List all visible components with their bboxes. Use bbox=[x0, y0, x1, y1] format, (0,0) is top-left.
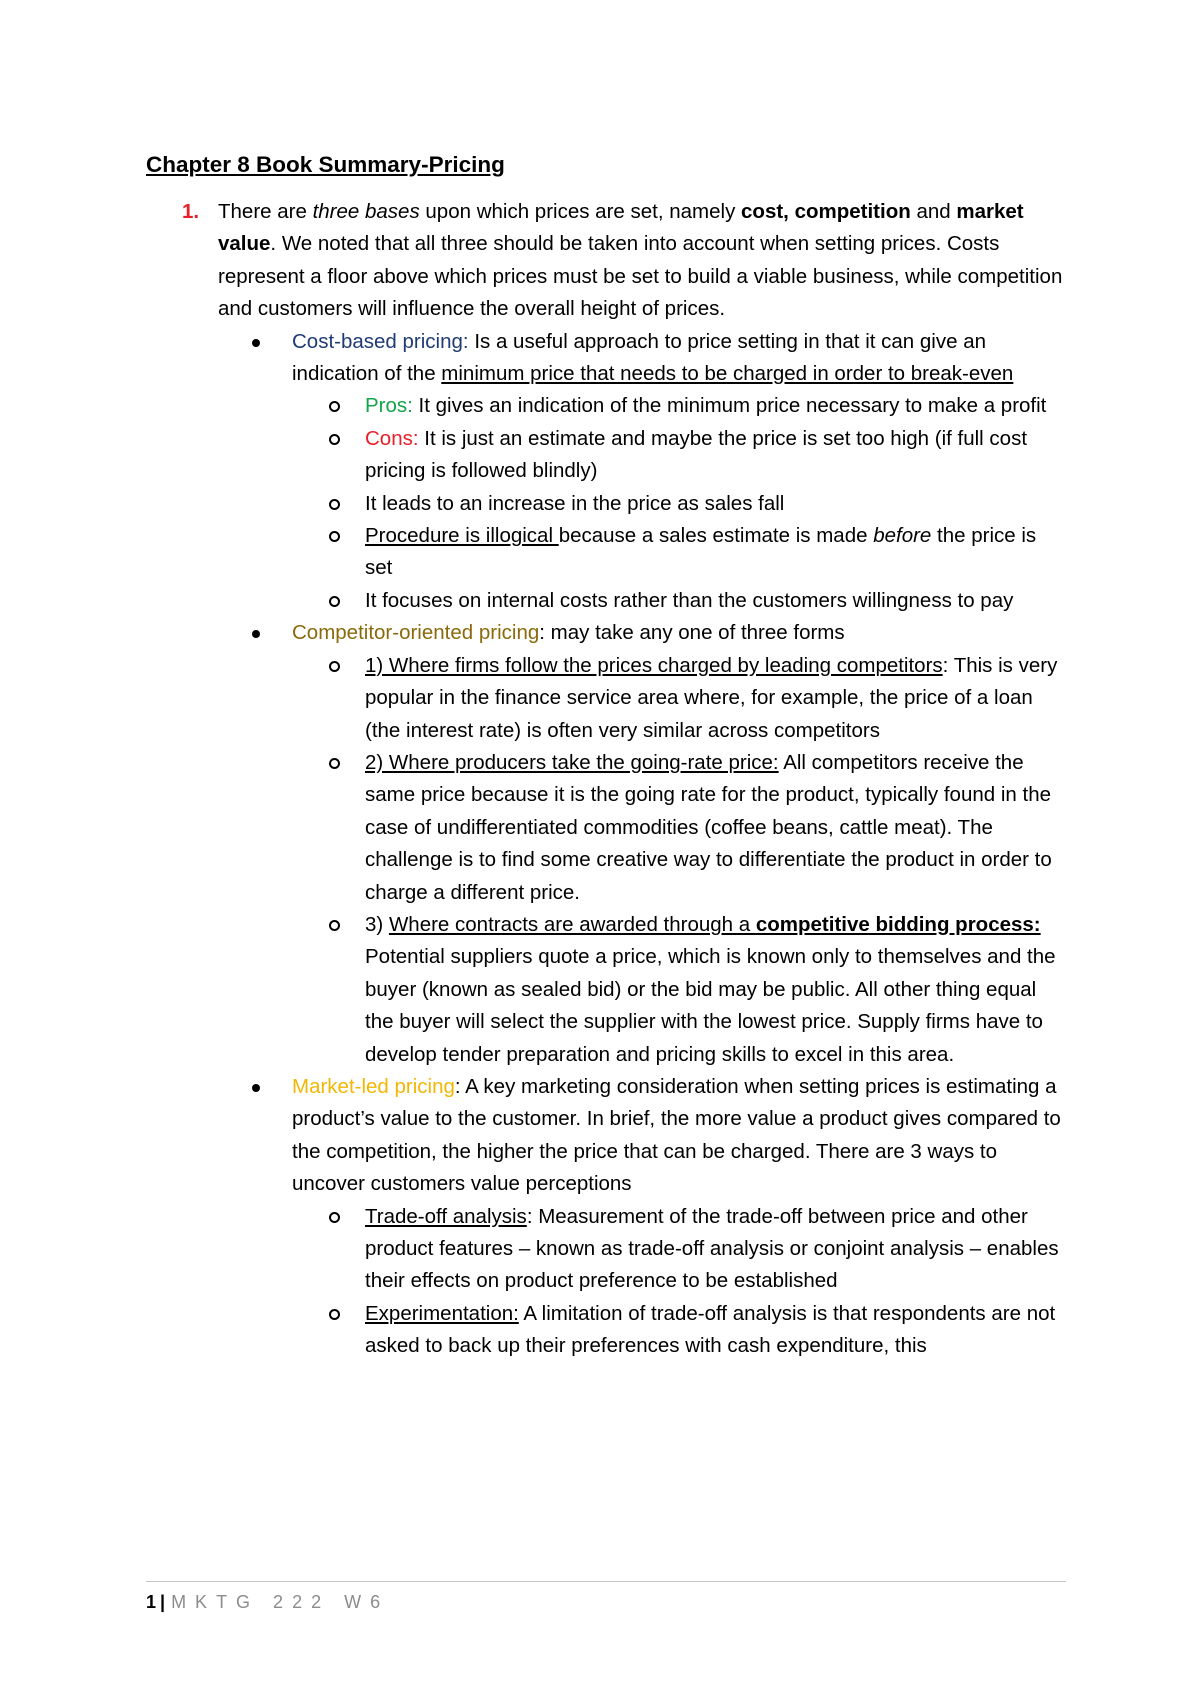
item-number: 1. bbox=[182, 200, 200, 223]
sub-bullet-form-2 bbox=[146, 747, 1066, 909]
cost-based-label: Cost-based pricing: bbox=[292, 329, 469, 353]
bullet-circle-icon bbox=[329, 499, 340, 510]
text-run: before bbox=[873, 524, 932, 548]
bullet-cost-based-pricing bbox=[146, 326, 1066, 391]
text-run: It focuses on internal costs rather than the customers willingness to pay bbox=[365, 588, 1014, 612]
text-run: It is just an estimate and maybe the price is set too high (if full cost pricing is followed blindly) bbox=[365, 426, 1028, 483]
bullet-circle-icon bbox=[329, 401, 340, 412]
text-run: and bbox=[910, 200, 957, 223]
sub-bullet-pros bbox=[146, 390, 1066, 422]
page-number: 1 bbox=[146, 1592, 157, 1612]
text-run: : A key marketing consideration when setting prices is estimating a product’s value to the customer. In brief, the more value a product gives compared to the competition, the higher the price that can be charged. There are 3 ways to uncover customers value perceptions bbox=[292, 1074, 1061, 1196]
sub-bullet-increase bbox=[146, 488, 1066, 520]
text-run: Where contracts are awarded through a bbox=[388, 912, 756, 936]
bullet-circle-icon bbox=[329, 596, 340, 607]
text-run: : may take any one of three forms bbox=[539, 621, 845, 645]
bullet-dot-icon bbox=[252, 630, 260, 638]
footer-separator: | bbox=[160, 1592, 166, 1612]
bullet-circle-icon bbox=[329, 758, 340, 769]
course-code: MKTG 222 W6 bbox=[171, 1592, 390, 1612]
text-run: 1) Where firms follow the prices charged by leading competitors bbox=[365, 653, 943, 677]
numbered-item-1 bbox=[146, 196, 1066, 326]
text-run: minimum price that needs to be charged in order to break-even bbox=[441, 362, 1014, 386]
sub-bullet-trade-off bbox=[146, 1201, 1066, 1298]
sub-bullet-form-1 bbox=[146, 650, 1066, 747]
text-run: 2) Where producers take the going-rate price: bbox=[365, 750, 779, 774]
bullet-competitor-pricing bbox=[146, 617, 1066, 649]
text-run: Potential suppliers quote a price, which is known only to themselves and the buyer (known as sealed bid) or the bid may be public. All other thing equal the buyer will select the supplier with the lowest price. Supply firms have to develop tender preparation and pricing skills to excel in this area. bbox=[365, 945, 1056, 1066]
text-run: three bases bbox=[312, 200, 420, 223]
document-title: Chapter 8 Book Summary-Pricing bbox=[146, 152, 505, 177]
bullet-dot-icon bbox=[252, 339, 260, 347]
text-run: 3) bbox=[365, 912, 389, 936]
competitor-label: Competitor-oriented pricing bbox=[292, 621, 540, 645]
text-run: upon which prices are set, namely bbox=[419, 200, 742, 223]
bullet-market-led-pricing bbox=[146, 1071, 1066, 1201]
bullet-circle-icon bbox=[329, 1309, 340, 1320]
sub-bullet-form-3 bbox=[146, 909, 1066, 1071]
text-run: because a sales estimate is made bbox=[558, 524, 874, 548]
sub-bullet-procedure bbox=[146, 520, 1066, 585]
document-body bbox=[146, 196, 1066, 1363]
text-run: the price is set bbox=[365, 524, 1037, 580]
bullet-circle-icon bbox=[329, 920, 340, 931]
pros-label: Pros: bbox=[365, 394, 413, 418]
bullet-dot-icon bbox=[252, 1084, 260, 1092]
page-footer bbox=[146, 1589, 389, 1615]
text-run: market value bbox=[218, 200, 1024, 256]
text-run: competitive bidding process: bbox=[755, 912, 1041, 936]
bullet-circle-icon bbox=[329, 531, 340, 542]
text-run: Experimentation: bbox=[365, 1301, 519, 1325]
bullet-circle-icon bbox=[329, 434, 340, 445]
text-run: A limitation of trade-off analysis is that respondents are not asked to back up their preferences with cash expenditure, this bbox=[365, 1301, 1056, 1358]
text-run: cost, competition bbox=[741, 200, 911, 223]
cons-label: Cons: bbox=[365, 426, 419, 450]
text-run: It gives an indication of the minimum price necessary to make a profit bbox=[412, 394, 1047, 418]
text-run: Procedure is illogical bbox=[365, 524, 559, 548]
text-run: There are bbox=[218, 200, 313, 223]
text-run: Trade-off analysis bbox=[365, 1204, 527, 1228]
sub-bullet-experimentation bbox=[146, 1298, 1066, 1363]
text-run: It leads to an increase in the price as sales fall bbox=[365, 491, 785, 515]
sub-bullet-cons bbox=[146, 423, 1066, 488]
text-run: Is a useful approach to price setting in that it can give an indication of the bbox=[292, 329, 986, 386]
text-run: : Measurement of the trade-off between price and other product features – known as trade-off analysis or conjoint analysis – enables their effects on product preference to be established bbox=[365, 1204, 1059, 1293]
text-run: . We noted that all three should be taken into account when setting prices. Costs represent a floor above which prices must be set to build a viable business, while competition and customers will influence the overall height of prices. bbox=[218, 232, 1063, 321]
bullet-circle-icon bbox=[329, 1212, 340, 1223]
text-run: All competitors receive the same price because it is the going rate for the product, typically found in the case of undifferentiated commodities (coffee beans, cattle meat). The challenge is to find some creative way to differentiate the product in order to charge a different price. bbox=[365, 750, 1052, 904]
footer-divider bbox=[146, 1581, 1066, 1582]
text-run: : This is very popular in the finance service area where, for example, the price of a loan (the interest rate) is often very similar across competitors bbox=[365, 653, 1058, 742]
sub-bullet-internal bbox=[146, 585, 1066, 617]
bullet-circle-icon bbox=[329, 661, 340, 672]
market-led-label: Market-led pricing bbox=[292, 1074, 455, 1098]
